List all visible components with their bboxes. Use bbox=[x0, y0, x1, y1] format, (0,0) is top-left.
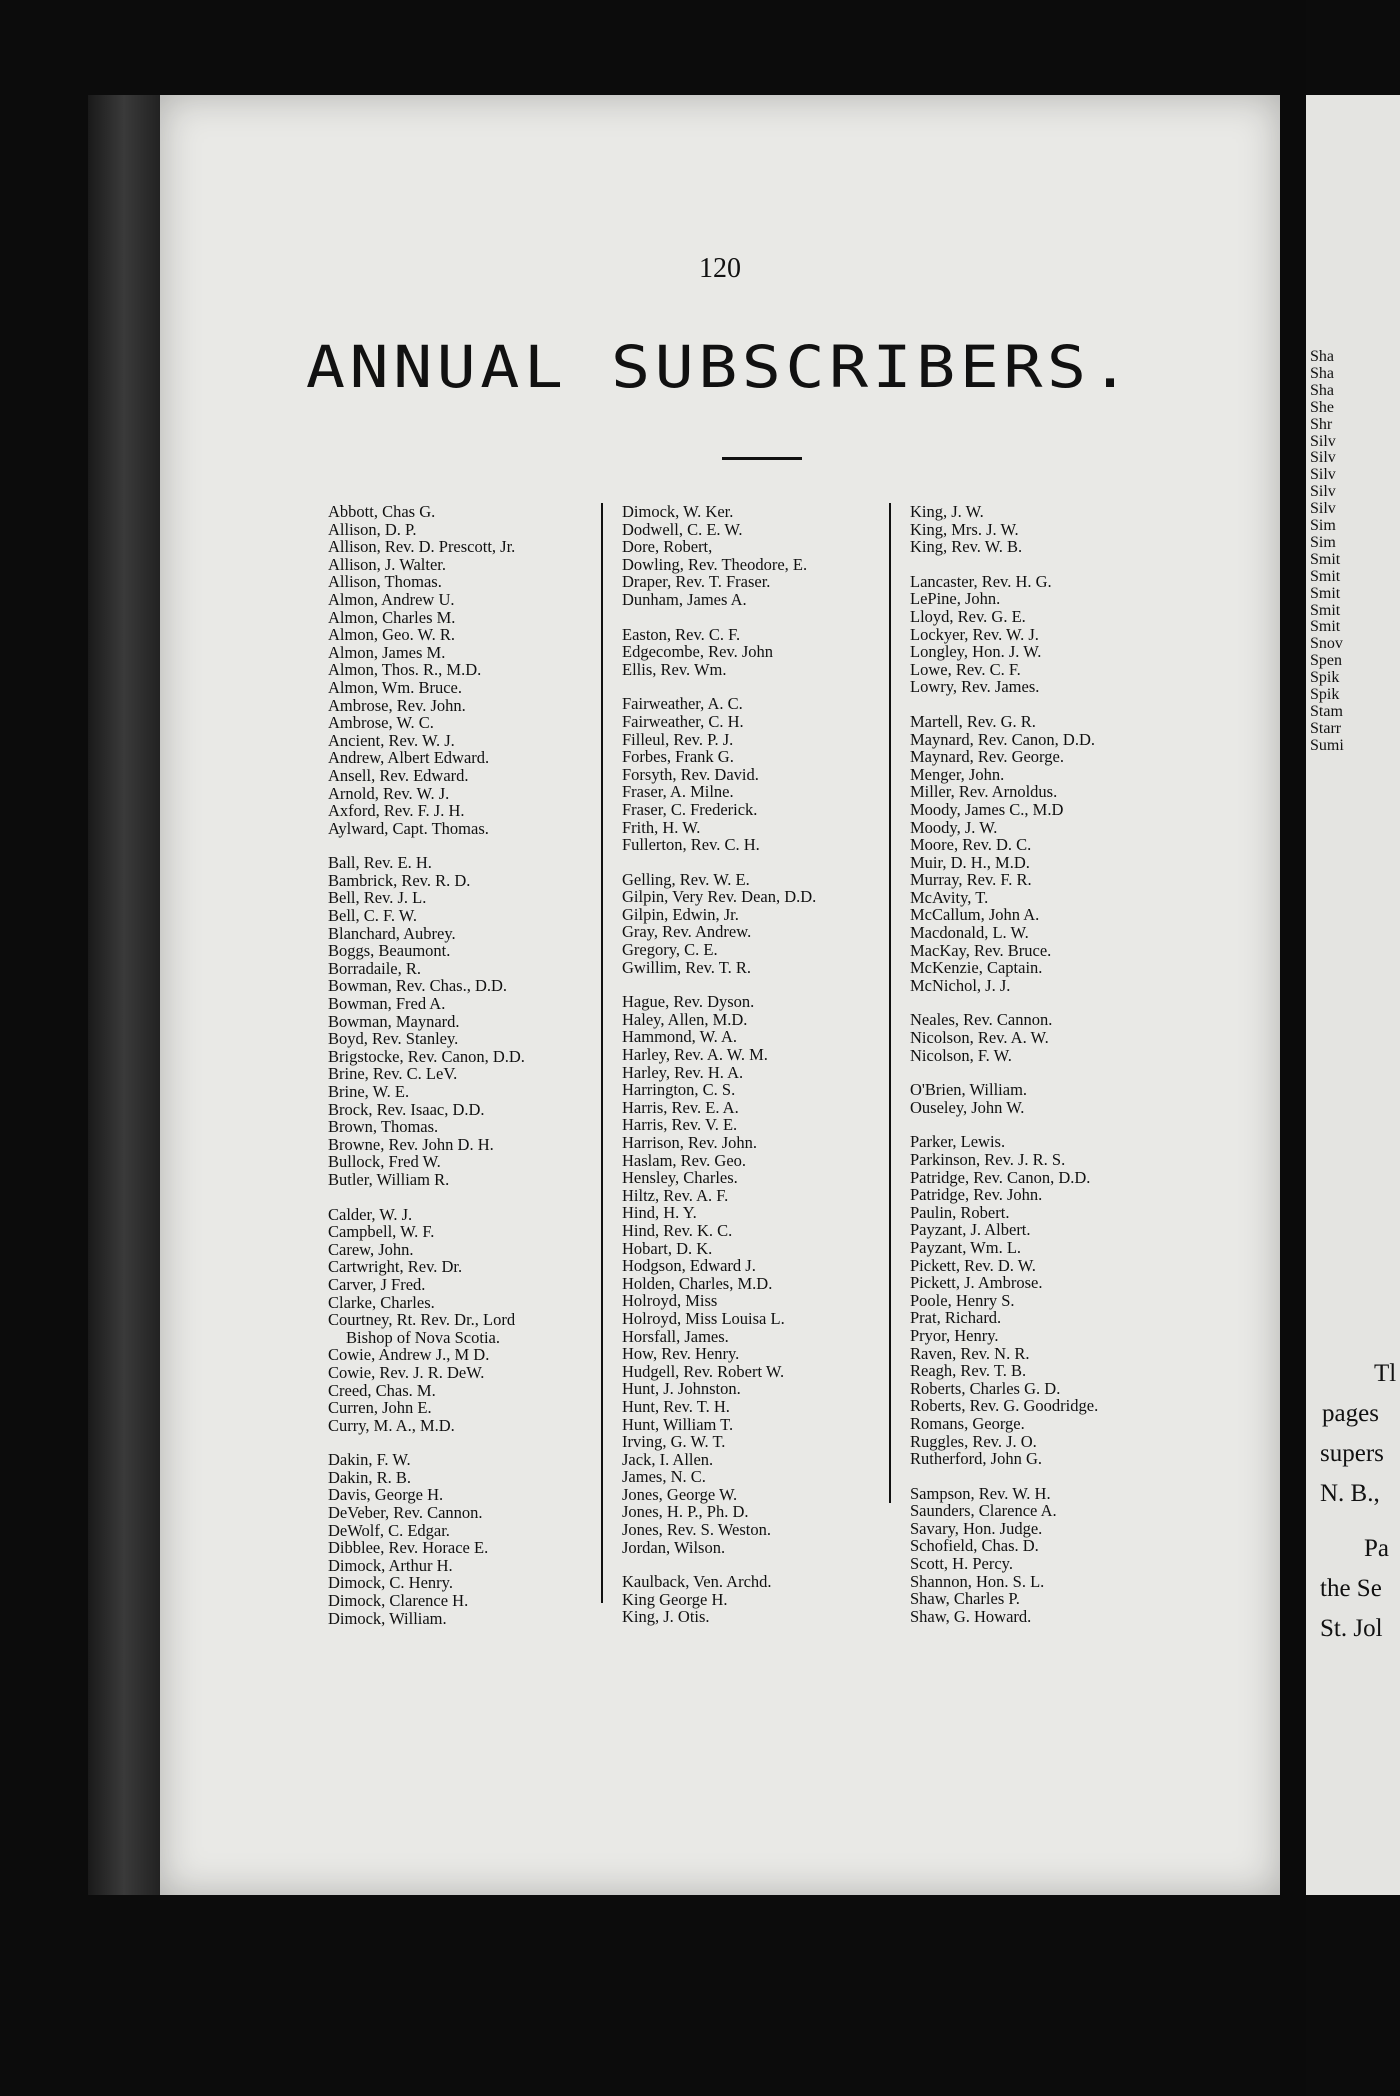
subscriber-entry: Paulin, Robert. bbox=[910, 1202, 1010, 1222]
adjacent-name-fragment: Starr bbox=[1310, 719, 1342, 737]
subscriber-entry: King George H. bbox=[622, 1589, 728, 1609]
subscriber-entry: Lockyer, Rev. W. J. bbox=[910, 624, 1039, 644]
subscriber-entry: Bowman, Rev. Chas., D.D. bbox=[328, 976, 508, 996]
subscriber-entry: Fraser, A. Milne. bbox=[622, 782, 734, 802]
subscriber-entry: DeVeber, Rev. Cannon. bbox=[328, 1503, 483, 1523]
adjacent-name-fragment: Sha bbox=[1310, 348, 1334, 365]
subscriber-entry: Dakin, R. B. bbox=[328, 1467, 411, 1487]
subscriber-entry: Almon, Geo. W. R. bbox=[328, 625, 455, 645]
subscriber-entry: Bowman, Fred A. bbox=[328, 994, 446, 1014]
subscriber-entry: Forbes, Frank G. bbox=[622, 747, 734, 767]
subscriber-entry: Murray, Rev. F. R. bbox=[910, 870, 1032, 890]
group-gap bbox=[622, 609, 877, 626]
subscriber-entry: Dodwell, C. E. W. bbox=[622, 519, 743, 539]
subscriber-entry: Bullock, Fred W. bbox=[328, 1152, 441, 1172]
adjacent-body-fragment: Pa bbox=[1364, 1535, 1389, 1562]
subscriber-entry: Parkinson, Rev. J. R. S. bbox=[910, 1150, 1066, 1169]
subscriber-entry: Rutherford, John G. bbox=[910, 1449, 1042, 1469]
subscriber-entry: Patridge, Rev. John. bbox=[910, 1185, 1043, 1205]
subscriber-entry: Moore, Rev. D. C. bbox=[910, 835, 1032, 855]
subscriber-entry: Brown, Thomas. bbox=[328, 1117, 439, 1137]
subscriber-entry: Shannon, Hon. S. L. bbox=[910, 1571, 1045, 1591]
subscriber-entry: Maynard, Rev. Canon, D.D. bbox=[910, 729, 1095, 749]
subscriber-entry: Draper, Rev. T. Fraser. bbox=[622, 572, 771, 592]
adjacent-name-fragment: Silv bbox=[1310, 500, 1336, 518]
subscriber-entry: Clarke, Charles. bbox=[328, 1292, 435, 1312]
subscriber-entry: McKenzie, Captain. bbox=[910, 958, 1043, 978]
subscriber-entry: Dimock, C. Henry. bbox=[328, 1573, 453, 1593]
subscriber-entry: Hiltz, Rev. A. F. bbox=[622, 1185, 729, 1205]
subscriber-entry: Bell, Rev. J. L. bbox=[328, 888, 427, 908]
subscriber-entry: Forsyth, Rev. David. bbox=[622, 764, 759, 784]
subscriber-entry: Dimock, W. Ker. bbox=[622, 502, 734, 521]
subscriber-entry: Nicolson, Rev. A. W. bbox=[910, 1028, 1049, 1048]
subscriber-entry: Lowe, Rev. C. F. bbox=[910, 659, 1021, 679]
subscriber-entry: Carew, John. bbox=[328, 1239, 414, 1259]
adjacent-name-fragment: Sim bbox=[1310, 533, 1336, 551]
subscriber-entry: Miller, Rev. Arnoldus. bbox=[910, 782, 1058, 802]
subscriber-entry: Harrington, C. S. bbox=[622, 1080, 736, 1100]
subscriber-entry: Brine, Rev. C. LeV. bbox=[328, 1064, 458, 1084]
subscriber-entry: Menger, John. bbox=[910, 764, 1005, 784]
subscriber-entry: McAvity, T. bbox=[910, 887, 989, 907]
subscriber-entry: Boggs, Beaumont. bbox=[328, 941, 451, 961]
subscriber-entry: Easton, Rev. C. F. bbox=[622, 624, 741, 644]
subscriber-entry: Cartwright, Rev. Dr. bbox=[328, 1257, 463, 1277]
adjacent-name-fragment: Silv bbox=[1310, 432, 1336, 450]
subscriber-entry: Scott, H. Percy. bbox=[910, 1554, 1013, 1574]
adjacent-name-fragment: Snov bbox=[1310, 635, 1343, 653]
subscriber-entry: Ancient, Rev. W. J. bbox=[328, 730, 455, 750]
adjacent-name-fragment: Smit bbox=[1310, 584, 1341, 602]
subscriber-entry: Harris, Rev. V. E. bbox=[622, 1115, 738, 1135]
subscriber-entry: McCallum, John A. bbox=[910, 905, 1040, 925]
subscriber-entry: Dakin, F. W. bbox=[328, 1450, 411, 1470]
subscriber-entry: Pryor, Henry. bbox=[910, 1325, 999, 1345]
subscriber-entry: Dibblee, Rev. Horace E. bbox=[328, 1538, 489, 1558]
subscriber-entry: Borradaile, R. bbox=[328, 958, 422, 978]
subscriber-entry: Curren, John E. bbox=[328, 1398, 432, 1418]
subscriber-entry: King, Rev. W. B. bbox=[910, 537, 1023, 557]
adjacent-name-fragment: Sha bbox=[1310, 381, 1334, 399]
subscriber-entry: Roberts, Charles G. D. bbox=[910, 1378, 1061, 1398]
adjacent-name-fragment: Sim bbox=[1310, 517, 1336, 534]
subscriber-entry: Hind, H. Y. bbox=[622, 1203, 697, 1223]
subscriber-entry: Poole, Henry S. bbox=[910, 1290, 1015, 1310]
subscriber-entry: Gwillim, Rev. T. R. bbox=[622, 957, 751, 977]
subscriber-entry: Horsfall, James. bbox=[622, 1326, 729, 1346]
subscriber-entry: Campbell, W. F. bbox=[328, 1222, 435, 1242]
subscriber-entry: Roberts, Rev. G. Goodridge. bbox=[910, 1396, 1099, 1416]
adjacent-name-fragment: Smit bbox=[1310, 567, 1341, 585]
subscriber-entry: Jones, H. P., Ph. D. bbox=[622, 1502, 749, 1522]
subscriber-entry: Carver, J Fred. bbox=[328, 1274, 426, 1294]
adjacent-body-fragment: supers bbox=[1320, 1440, 1384, 1467]
subscriber-entry: Hudgell, Rev. Robert W. bbox=[622, 1361, 785, 1381]
subscriber-entry: Martell, Rev. G. R. bbox=[910, 711, 1036, 731]
subscriber-entry: Bambrick, Rev. R. D. bbox=[328, 870, 471, 890]
column-divider-2 bbox=[889, 503, 891, 1503]
subscriber-entry: James, N. C. bbox=[622, 1467, 706, 1487]
subscriber-entry: Gilpin, Very Rev. Dean, D.D. bbox=[622, 887, 817, 907]
subscriber-entry: Boyd, Rev. Stanley. bbox=[328, 1029, 459, 1049]
group-gap bbox=[622, 678, 877, 695]
subscriber-entry: How, Rev. Henry. bbox=[622, 1344, 740, 1364]
adjacent-name-fragment: Sha bbox=[1310, 364, 1334, 382]
adjacent-name-fragment: Shr bbox=[1310, 415, 1333, 433]
subscriber-entry: Brine, W. E. bbox=[328, 1082, 410, 1101]
adjacent-body-fragment: St. Jol bbox=[1320, 1615, 1383, 1642]
subscriber-entry: O'Brien, William. bbox=[910, 1080, 1028, 1100]
subscriber-entry: Allison, J. Walter. bbox=[328, 554, 446, 574]
group-gap bbox=[622, 976, 877, 993]
subscriber-entry: Andrew, Albert Edward. bbox=[328, 748, 490, 768]
adjacent-body-fragment: the Se bbox=[1320, 1575, 1382, 1602]
subscriber-entry: Harley, Rev. H. A. bbox=[622, 1062, 744, 1082]
subscriber-entry: King, Mrs. J. W. bbox=[910, 519, 1019, 539]
subscriber-entry: Ambrose, W. C. bbox=[328, 713, 434, 733]
subscriber-entry: Cowie, Rev. J. R. DeW. bbox=[328, 1362, 485, 1382]
subscriber-entry: Curry, M. A., M.D. bbox=[328, 1415, 455, 1435]
subscriber-entry: Gilpin, Edwin, Jr. bbox=[622, 904, 739, 924]
subscriber-entry: Almon, Thos. R., M.D. bbox=[328, 660, 482, 680]
subscriber-entry: Fraser, C. Frederick. bbox=[622, 799, 758, 819]
subscriber-entry: Jordan, Wilson. bbox=[622, 1537, 726, 1557]
subscriber-entry: Hunt, J. Johnston. bbox=[622, 1379, 741, 1399]
subscriber-entry: Lloyd, Rev. G. E. bbox=[910, 606, 1026, 626]
subscriber-entry: Almon, James M. bbox=[328, 642, 446, 662]
book-page bbox=[160, 95, 1280, 1895]
subscriber-entry: Jack, I. Allen. bbox=[622, 1449, 714, 1469]
subscriber-entry: Irving, G. W. T. bbox=[622, 1432, 726, 1452]
subscriber-entry: Bowman, Maynard. bbox=[328, 1011, 460, 1031]
subscriber-entry: Moody, J. W. bbox=[910, 817, 998, 837]
subscriber-entry: Bishop of Nova Scotia. bbox=[346, 1327, 500, 1347]
subscriber-entry: Neales, Rev. Cannon. bbox=[910, 1010, 1053, 1030]
subscriber-entry: Hague, Rev. Dyson. bbox=[622, 992, 755, 1012]
subscriber-entry: Dunham, James A. bbox=[622, 589, 747, 609]
subscriber-entry: Sampson, Rev. W. H. bbox=[910, 1483, 1051, 1503]
adjacent-name-fragment: Silv bbox=[1310, 483, 1336, 501]
subscriber-entry: Axford, Rev. F. J. H. bbox=[328, 801, 465, 821]
group-gap bbox=[910, 556, 1160, 573]
subscriber-entry: Arnold, Rev. W. J. bbox=[328, 783, 450, 803]
adjacent-name-fragment: Spik bbox=[1310, 669, 1340, 687]
page-number: 120 bbox=[699, 253, 741, 284]
subscriber-entry: Holden, Charles, M.D. bbox=[622, 1273, 773, 1293]
subscriber-column-2 bbox=[622, 503, 877, 1626]
subscriber-entry: Ouseley, John W. bbox=[910, 1097, 1025, 1117]
adjacent-body-fragment: Tl bbox=[1374, 1360, 1397, 1387]
subscriber-entry: Almon, Andrew U. bbox=[328, 589, 455, 609]
adjacent-body-fragment: N. B., bbox=[1320, 1480, 1380, 1507]
title-rule bbox=[722, 457, 802, 460]
subscriber-entry: Almon, Charles M. bbox=[328, 607, 456, 627]
subscriber-entry: Nicolson, F. W. bbox=[910, 1045, 1012, 1065]
subscriber-entry: Allison, D. P. bbox=[328, 519, 417, 539]
subscriber-entry: Muir, D. H., M.D. bbox=[910, 852, 1030, 872]
subscriber-entry: Fairweather, A. C. bbox=[622, 694, 743, 714]
subscriber-entry: Davis, George H. bbox=[328, 1485, 444, 1505]
subscriber-entry: Hammond, W. A. bbox=[622, 1027, 738, 1047]
subscriber-entry: Harrison, Rev. John. bbox=[622, 1133, 758, 1152]
subscriber-entry: King, J. Otis. bbox=[622, 1607, 710, 1627]
subscriber-entry: Butler, William R. bbox=[328, 1169, 450, 1189]
subscriber-entry: Allison, Thomas. bbox=[328, 572, 442, 592]
subscriber-entry: Bell, C. F. W. bbox=[328, 906, 417, 926]
page-gutter bbox=[1280, 0, 1306, 2096]
subscriber-entry: Cowie, Andrew J., M D. bbox=[328, 1345, 490, 1365]
adjacent-name-fragment: Spik bbox=[1310, 686, 1340, 703]
adjacent-name-fragment: Sumi bbox=[1310, 736, 1344, 754]
subscriber-entry: Shaw, Charles P. bbox=[910, 1589, 1020, 1609]
subscriber-entry: Fullerton, Rev. C. H. bbox=[622, 835, 760, 855]
group-gap bbox=[910, 1064, 1160, 1081]
adjacent-name-fragment: She bbox=[1310, 398, 1334, 416]
subscriber-entry: Jones, Rev. S. Weston. bbox=[622, 1520, 772, 1540]
subscriber-entry: Hobart, D. K. bbox=[622, 1238, 713, 1258]
subscriber-entry: Creed, Chas. M. bbox=[328, 1380, 436, 1400]
group-gap bbox=[910, 696, 1160, 713]
subscriber-entry: Raven, Rev. N. R. bbox=[910, 1343, 1030, 1363]
subscriber-entry: Holroyd, Miss bbox=[622, 1291, 718, 1311]
subscriber-entry: MacKay, Rev. Bruce. bbox=[910, 940, 1052, 960]
subscriber-entry: Haslam, Rev. Geo. bbox=[622, 1150, 747, 1170]
subscriber-entry: DeWolf, C. Edgar. bbox=[328, 1520, 450, 1540]
adjacent-name-fragment: Smit bbox=[1310, 550, 1341, 568]
subscriber-entry: Hunt, Rev. T. H. bbox=[622, 1396, 730, 1416]
adjacent-name-fragment: Smit bbox=[1310, 601, 1341, 619]
subscriber-entry: Pickett, J. Ambrose. bbox=[910, 1273, 1043, 1293]
subscriber-entry: McNichol, J. J. bbox=[910, 975, 1011, 995]
subscriber-entry: Saunders, Clarence A. bbox=[910, 1501, 1057, 1521]
subscriber-entry: Jones, George W. bbox=[622, 1484, 738, 1504]
subscriber-entry: Almon, Wm. Bruce. bbox=[328, 677, 462, 697]
subscriber-entry: Harris, Rev. E. A. bbox=[622, 1097, 739, 1117]
subscriber-column-1 bbox=[328, 503, 598, 1627]
group-gap bbox=[910, 1116, 1160, 1133]
subscriber-entry: Holroyd, Miss Louisa L. bbox=[622, 1308, 785, 1328]
subscriber-entry: Fairweather, C. H. bbox=[622, 711, 744, 731]
group-gap bbox=[328, 1189, 598, 1206]
column-divider-1 bbox=[601, 503, 603, 1603]
adjacent-name-fragment: Silv bbox=[1310, 466, 1336, 484]
subscriber-entry: Longley, Hon. J. W. bbox=[910, 642, 1042, 662]
subscriber-entry: Pickett, Rev. D. W. bbox=[910, 1255, 1036, 1275]
subscriber-entry: Ambrose, Rev. John. bbox=[328, 695, 466, 715]
subscriber-entry: Schofield, Chas. D. bbox=[910, 1536, 1039, 1556]
group-gap bbox=[622, 854, 877, 871]
adjacent-name-fragment: Spen bbox=[1310, 652, 1342, 670]
subscriber-entry: Allison, Rev. D. Prescott, Jr. bbox=[328, 537, 516, 557]
subscriber-entry: Dimock, Clarence H. bbox=[328, 1591, 469, 1611]
subscriber-entry: Courtney, Rt. Rev. Dr., Lord bbox=[328, 1310, 516, 1330]
subscriber-entry: Hodgson, Edward J. bbox=[622, 1256, 756, 1276]
subscriber-entry: Kaulback, Ven. Archd. bbox=[622, 1572, 772, 1592]
subscriber-entry: Ruggles, Rev. J. O. bbox=[910, 1431, 1037, 1451]
subscriber-entry: Lancaster, Rev. H. G. bbox=[910, 571, 1052, 591]
subscriber-entry: Prat, Richard. bbox=[910, 1308, 1002, 1328]
subscriber-entry: Edgecombe, Rev. John bbox=[622, 642, 774, 662]
subscriber-entry: Reagh, Rev. T. B. bbox=[910, 1361, 1027, 1381]
subscriber-entry: Macdonald, L. W. bbox=[910, 923, 1029, 943]
page-title: ANNUAL SUBSCRIBERS. bbox=[305, 333, 1135, 401]
subscriber-entry: Calder, W. J. bbox=[328, 1204, 413, 1224]
subscriber-entry: Patridge, Rev. Canon, D.D. bbox=[910, 1167, 1091, 1187]
subscriber-entry: Hind, Rev. K. C. bbox=[622, 1220, 733, 1240]
subscriber-entry: Lowry, Rev. James. bbox=[910, 677, 1040, 697]
adjacent-page-fragment bbox=[1306, 95, 1400, 1895]
subscriber-entry: Dowling, Rev. Theodore, E. bbox=[622, 554, 808, 574]
subscriber-entry: LePine, John. bbox=[910, 589, 1001, 609]
group-gap bbox=[328, 837, 598, 854]
adjacent-name-fragment: Smit bbox=[1310, 618, 1341, 636]
subscriber-entry: Hensley, Charles. bbox=[622, 1168, 738, 1188]
group-gap bbox=[328, 1434, 598, 1451]
subscriber-entry: Ball, Rev. E. H. bbox=[328, 853, 432, 873]
subscriber-entry: Shaw, G. Howard. bbox=[910, 1606, 1032, 1626]
subscriber-entry: Gelling, Rev. W. E. bbox=[622, 869, 750, 889]
subscriber-entry: Dimock, William. bbox=[328, 1608, 447, 1628]
subscriber-entry: Payzant, J. Albert. bbox=[910, 1220, 1031, 1240]
subscriber-entry: Gregory, C. E. bbox=[622, 940, 718, 960]
subscriber-entry: Payzant, Wm. L. bbox=[910, 1237, 1022, 1257]
group-gap bbox=[910, 994, 1160, 1011]
subscriber-entry: Abbott, Chas G. bbox=[328, 502, 436, 521]
subscriber-entry: Parker, Lewis. bbox=[910, 1132, 1006, 1152]
subscriber-entry: Aylward, Capt. Thomas. bbox=[328, 818, 489, 838]
group-gap bbox=[622, 1556, 877, 1573]
subscriber-entry: Frith, H. W. bbox=[622, 817, 701, 837]
subscriber-entry: Moody, James C., M.D bbox=[910, 799, 1064, 819]
subscriber-column-3 bbox=[910, 503, 1160, 1625]
subscriber-entry: Brock, Rev. Isaac, D.D. bbox=[328, 1099, 485, 1119]
subscriber-entry: Blanchard, Aubrey. bbox=[328, 923, 456, 943]
subscriber-entry: Dore, Robert, bbox=[622, 537, 713, 557]
subscriber-entry: Dimock, Arthur H. bbox=[328, 1555, 453, 1575]
adjacent-name-fragment: Stam bbox=[1310, 702, 1343, 720]
adjacent-name-fragment: Silv bbox=[1310, 449, 1336, 467]
subscriber-entry: Gray, Rev. Andrew. bbox=[622, 922, 752, 942]
subscriber-entry: Browne, Rev. John D. H. bbox=[328, 1134, 494, 1154]
group-gap bbox=[910, 1468, 1160, 1485]
subscriber-entry: Haley, Allen, M.D. bbox=[622, 1009, 748, 1029]
subscriber-entry: King, J. W. bbox=[910, 502, 984, 521]
subscriber-entry: Ansell, Rev. Edward. bbox=[328, 765, 469, 785]
adjacent-body-fragment: pages bbox=[1322, 1400, 1379, 1427]
subscriber-entry: Hunt, William T. bbox=[622, 1414, 734, 1434]
subscriber-entry: Brigstocke, Rev. Canon, D.D. bbox=[328, 1046, 525, 1066]
subscriber-entry: Ellis, Rev. Wm. bbox=[622, 659, 727, 679]
subscriber-entry: Harley, Rev. A. W. M. bbox=[622, 1045, 768, 1065]
subscriber-entry: Savary, Hon. Judge. bbox=[910, 1518, 1043, 1538]
subscriber-entry: Romans, George. bbox=[910, 1413, 1025, 1433]
subscriber-entry: Filleul, Rev. P. J. bbox=[622, 729, 734, 749]
subscriber-entry: Maynard, Rev. George. bbox=[910, 747, 1064, 767]
